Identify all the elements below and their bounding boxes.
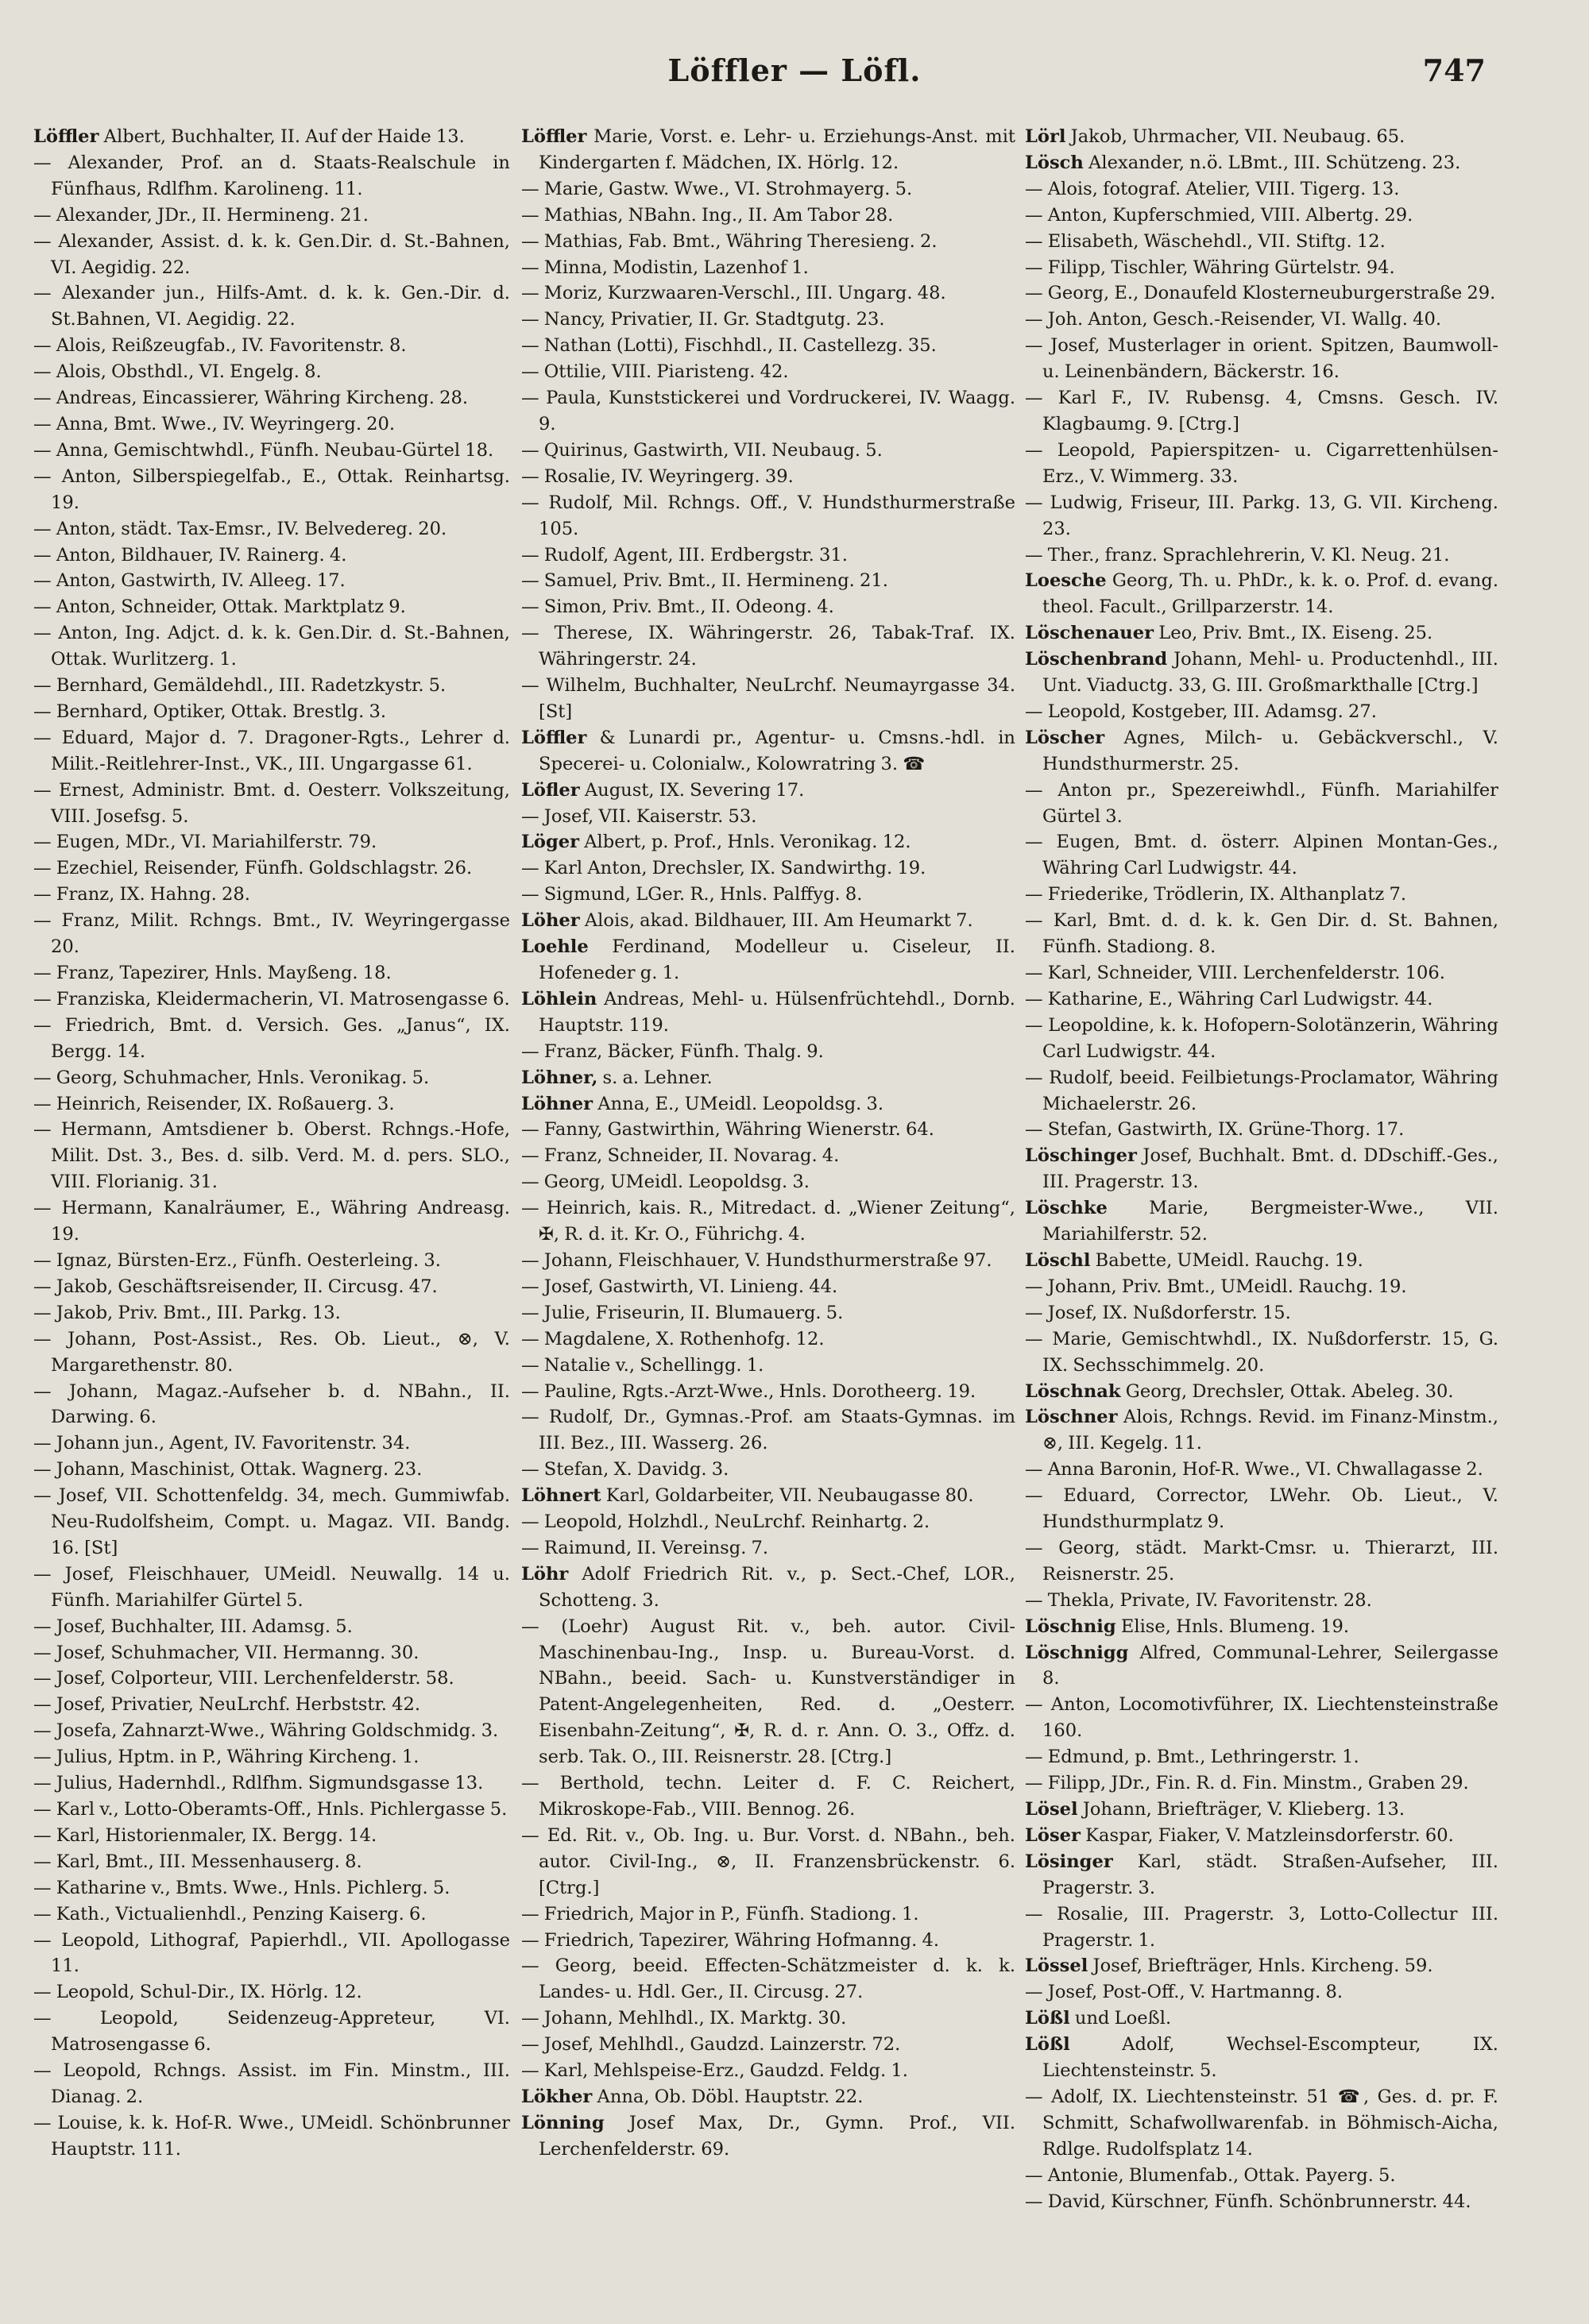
directory-entry: Lösinger Karl, städt. Straßen-Aufseher, III. Pragerstr. 3. (1025, 1851, 1498, 1898)
directory-entry: Löschke Marie, Bergmeister-Wwe., VII. Mariahilferstr. 52. (1025, 1198, 1498, 1245)
directory-entry: Loehle Ferdinand, Modelleur u. Ciseleur, II. Hofeneder g. 1. (521, 936, 1015, 983)
directory-entry: Löhlein Andreas, Mehl- u. Hülsenfrüchtehdl., Dornb. Hauptstr. 119. (521, 988, 1015, 1036)
directory-entry: — Karl v., Lotto-Oberamts-Off., Hnls. Pichlergasse 5. (33, 1799, 508, 1820)
directory-entry: — Georg, beeid. Effecten-Schätzmeister d. k. k. Landes- u. Hdl. Ger., II. Circusg. 27. (521, 1955, 1015, 2003)
directory-entry: — Ther., franz. Sprachlehrerin, V. Kl. Neug. 21. (1025, 544, 1450, 566)
directory-entry: — Mathias, NBahn. Ing., II. Am Tabor 28. (521, 204, 894, 226)
directory-entry: — Anton, Kupferschmied, VIII. Albertg. 29. (1025, 204, 1413, 226)
directory-entry: Lösch Alexander, n.ö. LBmt., III. Schützeng. 23. (1025, 152, 1461, 173)
directory-entry: — Ottilie, VIII. Piaristeng. 42. (521, 361, 789, 383)
directory-entry: — Ludwig, Friseur, III. Parkg. 13, G. VII. Kircheng. 23. (1025, 492, 1498, 539)
directory-entry: — Franz, Milit. Rchngs. Bmt., IV. Weyringergasse 20. (33, 910, 510, 958)
directory-entry: — Josef, Post-Off., V. Hartmanng. 8. (1025, 1982, 1343, 2003)
directory-entry: — Leopold, Papierspitzen- u. Cigarrettenhülsen-Erz., V. Wimmerg. 33. (1025, 439, 1498, 487)
directory-entry: — David, Kürschner, Fünfh. Schönbrunnerstr. 44. (1025, 2191, 1471, 2212)
directory-entry: — Anna Baronin, Hof-R. Wwe., VI. Chwallagasse 2. (1025, 1459, 1483, 1480)
directory-entry: — Eugen, MDr., VI. Mariahilferstr. 79. (33, 832, 377, 853)
directory-entry: — Josef, Privatier, NeuLrchf. Herbststr. 42. (33, 1694, 421, 1716)
directory-entry: — Josefa, Zahnarzt-Wwe., Währing Goldschmidg. 3. (33, 1720, 499, 1742)
directory-entry: — Josef, VII. Schottenfeldg. 34, mech. Gummiwfab. Neu-Rudolfsheim, Compt. u. Magaz. VII. Bandg. 16. [St] (33, 1485, 510, 1558)
directory-entry: — Jakob, Geschäftsreisender, II. Circusg. 47. (33, 1276, 438, 1297)
directory-entry: — Anton, Ing. Adjct. d. k. k. Gen.Dir. d. St.-Bahnen, Ottak. Wurlitzerg. 1. (33, 623, 510, 670)
directory-entry: — Ezechiel, Reisender, Fünfh. Goldschlagstr. 26. (33, 858, 473, 879)
directory-entry: — Alexander jun., Hilfs-Amt. d. k. k. Gen.-Dir. d. St.Bahnen, VI. Aegidig. 22. (33, 283, 510, 330)
directory-entry: — Karl, Historienmaler, IX. Bergg. 14. (33, 1824, 377, 1846)
directory-entry: Löhr Adolf Friedrich Rit. v., p. Sect.-Chef, LOR., Schotteng. 3. (521, 1563, 1015, 1611)
directory-entry: — Elisabeth, Wäschehdl., VII. Stiftg. 12. (1025, 230, 1386, 252)
directory-entry: — Franz, Bäcker, Fünfh. Thalg. 9. (521, 1040, 824, 1062)
running-head: Löffler — Löfl. (667, 52, 922, 88)
directory-entry: — Johann, Magaz.-Aufseher b. d. NBahn., II. Darwing. 6. (33, 1380, 510, 1428)
directory-entry: — Berthold, techn. Leiter d. F. C. Reichert, Mikroskope-Fab., VIII. Bennog. 26. (521, 1773, 1015, 1820)
directory-entry: — Marie, Gastw. Wwe., VI. Strohmayerg. 5. (521, 178, 913, 199)
directory-entry: — Magdalene, X. Rothenhofg. 12. (521, 1328, 825, 1349)
directory-entry: — Filipp, JDr., Fin. R. d. Fin. Minstm., Graben 29. (1025, 1773, 1469, 1794)
directory-entry: — Bernhard, Gemäldehdl., III. Radetzkystr. 5. (33, 675, 447, 697)
directory-entry: Lökher Anna, Ob. Döbl. Hauptstr. 22. (521, 2086, 864, 2107)
directory-entry: — Anton, Bildhauer, IV. Rainerg. 4. (33, 544, 347, 566)
directory-entry: — Anton, Gastwirth, IV. Alleeg. 17. (33, 570, 346, 592)
directory-entry: — Hermann, Kanalräumer, E., Währing Andreasg. 19. (33, 1198, 510, 1245)
directory-entry: — Leopold, Rchngs. Assist. im Fin. Minstm., III. Dianag. 2. (33, 2060, 510, 2107)
directory-entry: — Leopold, Lithograf, Papierhdl., VII. Apollogasse 11. (33, 1929, 510, 1977)
directory-entry: — Leopold, Kostgeber, III. Adamsg. 27. (1025, 701, 1377, 722)
directory-entry: — Stefan, Gastwirth, IX. Grüne-Thorg. 17. (1025, 1119, 1405, 1141)
directory-entry: — Mathias, Fab. Bmt., Währing Theresieng. 2. (521, 230, 938, 252)
directory-entry: Löschner Alois, Rchngs. Revid. im Finanz-Minstm., ⊗, III. Kegelg. 11. (1025, 1407, 1498, 1454)
directory-entry: — Julie, Friseurin, II. Blumauerg. 5. (521, 1302, 844, 1323)
column-middle (521, 124, 1015, 2292)
directory-entry: — Josef, Mehlhdl., Gaudzd. Lainzerstr. 72. (521, 2034, 901, 2056)
directory-entry: Lössel Josef, Briefträger, Hnls. Kircheng. 59. (1025, 1955, 1433, 1977)
directory-entry: — Alois, fotograf. Atelier, VIII. Tigerg. 13. (1025, 178, 1400, 199)
directory-entry: — Friedrich, Major in P., Fünfh. Stadiong. 1. (521, 1903, 919, 1924)
directory-entry: — Josef, VII. Kaiserstr. 53. (521, 805, 757, 827)
directory-entry: — Thekla, Private, IV. Favoritenstr. 28. (1025, 1589, 1372, 1611)
directory-entry: — Edmund, p. Bmt., Lethringerstr. 1. (1025, 1747, 1359, 1768)
directory-entry: Lößl und Loeßl. (1025, 2008, 1172, 2029)
directory-entry: — Karl, Bmt. d. d. k. k. Gen Dir. d. St. Bahnen, Fünfh. Stadiong. 8. (1025, 910, 1498, 958)
directory-entry: — Ignaz, Bürsten-Erz., Fünfh. Oesterleing. 3. (33, 1249, 441, 1271)
directory-entry: — Antonie, Blumenfab., Ottak. Payerg. 5. (1025, 2164, 1396, 2186)
directory-entry: — Simon, Priv. Bmt., II. Odeong. 4. (521, 596, 834, 618)
directory-entry: — Filipp, Tischler, Währing Gürtelstr. 94. (1025, 257, 1395, 278)
page-number: 747 (1422, 52, 1486, 88)
directory-entry: — Paula, Kunststickerei und Vordruckerei, IV. Waagg. 9. (521, 388, 1015, 434)
directory-entry: — Rosalie, IV. Weyringerg. 39. (521, 465, 794, 487)
directory-entry: — Sigmund, LGer. R., Hnls. Palffyg. 8. (521, 884, 863, 905)
directory-entry: Löger Albert, p. Prof., Hnls. Veronikag. 12. (521, 832, 911, 853)
directory-entry: — Karl, Schneider, VIII. Lerchenfelderstr. 106. (1025, 963, 1445, 983)
directory-entry: — Leopoldine, k. k. Hofopern-Solotänzerin, Währing Carl Ludwigstr. 44. (1025, 1014, 1498, 1062)
directory-entry: — Josef, Gastwirth, VI. Linieng. 44. (521, 1276, 838, 1297)
directory-entry: Loesche Georg, Th. u. PhDr., k. k. o. Prof. d. evang. theol. Facult., Grillparzerstr. 14. (1025, 570, 1498, 618)
directory-entry: — Anton pr., Spezereiwhdl., Fünfh. Mariahilfer Gürtel 3. (1025, 779, 1498, 827)
directory-entry: — Raimund, II. Vereinsg. 7. (521, 1537, 769, 1558)
directory-entry: — Heinrich, kais. R., Mitredact. d. „Wiener Zeitung“, ✠, R. d. it. Kr. O., Führichg. 4. (521, 1198, 1015, 1245)
directory-entry: Löschinger Josef, Buchhalt. Bmt. d. DDschiff.-Ges., III. Pragerstr. 13. (1025, 1145, 1498, 1193)
directory-entry: Lönning Josef Max, Dr., Gymn. Prof., VII. Lerchenfelderstr. 69. (521, 2112, 1015, 2160)
directory-entry: — Julius, Hptm. in P., Währing Kircheng. 1. (33, 1747, 419, 1768)
directory-entry: — Anton, Silberspiegelfab., E., Ottak. Reinhartsg. 19. (33, 465, 510, 513)
directory-entry: — Franz, Tapezirer, Hnls. Mayßeng. 18. (33, 963, 392, 983)
directory-entry: Löhner Anna, E., UMeidl. Leopoldsg. 3. (521, 1093, 884, 1114)
directory-entry: Löschnigg Alfred, Communal-Lehrer, Seilergasse 8. (1025, 1642, 1498, 1689)
directory-entry: — Karl, Bmt., III. Messenhauserg. 8. (33, 1851, 362, 1872)
directory-entry: — Franziska, Kleidermacherin, VI. Matrosengasse 6. (33, 988, 510, 1010)
directory-entry: — Anton, städt. Tax-Emsr., IV. Belvedereg. 20. (33, 518, 447, 539)
directory-entry: — Johann, Maschinist, Ottak. Wagnerg. 23. (33, 1459, 423, 1480)
directory-entry: — Katharine, E., Währing Carl Ludwigstr. 44. (1025, 988, 1433, 1010)
directory-entry: — Friedrich, Tapezirer, Währing Hofmanng. 4. (521, 1929, 940, 1951)
directory-entry: — Eduard, Corrector, LWehr. Ob. Lieut., V. Hundsthurmplatz 9. (1025, 1485, 1498, 1533)
directory-entry: — Georg, städt. Markt-Cmsr. u. Thierarzt, III. Reisnerstr. 25. (1025, 1537, 1498, 1585)
directory-entry: — Quirinus, Gastwirth, VII. Neubaug. 5. (521, 439, 883, 461)
directory-entry: — Franz, IX. Hahng. 28. (33, 884, 250, 905)
directory-entry: — Josef, Musterlager in orient. Spitzen, Baumwoll- u. Leinenbändern, Bäckerstr. 16. (1025, 335, 1498, 383)
directory-entry: Löher Alois, akad. Bildhauer, III. Am Heumarkt 7. (521, 910, 973, 932)
directory-entry: — Josef, Colporteur, VIII. Lerchenfelderstr. 58. (33, 1668, 454, 1689)
directory-entry: — Josef, Buchhalter, III. Adamsg. 5. (33, 1616, 353, 1637)
directory-entry: — Alois, Reißzeugfab., IV. Favoritenstr. 8. (33, 335, 407, 357)
directory-entry: Löhner, s. a. Lehner. (521, 1067, 713, 1088)
directory-entry: — Anton, Locomotivführer, IX. Liechtensteinstraße 160. (1025, 1694, 1498, 1742)
directory-entry: — Rudolf, Mil. Rchngs. Off., V. Hundsthurmerstraße 105. (521, 492, 1015, 539)
directory-entry: Löfler August, IX. Severing 17. (521, 779, 805, 801)
directory-entry: Lörl Jakob, Uhrmacher, VII. Neubaug. 65. (1025, 126, 1405, 147)
directory-entry: — Rudolf, beeid. Feilbietungs-Proclamator, Währing Michaelerstr. 26. (1025, 1067, 1498, 1114)
directory-entry: — Hermann, Amtsdiener b. Oberst. Rchngs.-Hofe, Milit. Dst. 3., Bes. d. silb. Verd. M. d. pers. SLO., VIII. Florianig. 31. (33, 1119, 510, 1193)
directory-entry: — Heinrich, Reisender, IX. Roßauerg. 3. (33, 1093, 395, 1114)
directory-entry: — Johann, Priv. Bmt., UMeidl. Rauchg. 19. (1025, 1276, 1407, 1297)
directory-entry: — Georg, UMeidl. Leopoldsg. 3. (521, 1172, 810, 1193)
directory-entry: — Karl Anton, Drechsler, IX. Sandwirthg. 19. (521, 858, 926, 879)
directory-entry: Löschnak Georg, Drechsler, Ottak. Abeleg. 30. (1025, 1380, 1454, 1402)
directory-entry: — (Loehr) August Rit. v., beh. autor. Civil-Maschinenbau-Ing., Insp. u. Bureau-Vorst. d. NBahn., beeid. Sach- u. Kunstverständiger in Patent-Angelegenheiten, Red. d. „Oesterr. Eisenbahn-Zeitung“, ✠, R. d. r. Ann. O. 3., Offz. d. serb. Tak. O., III. Reisnerstr. 28. [Ctrg.] (521, 1616, 1015, 1768)
directory-entry: — Nathan (Lotti), Fischhdl., II. Castellezg. 35. (521, 335, 937, 357)
directory-entry: — Ernest, Administr. Bmt. d. Oesterr. Volkszeitung, VIII. Josefsg. 5. (33, 779, 510, 827)
directory-entry: — Anna, Bmt. Wwe., IV. Weyringerg. 20. (33, 413, 396, 434)
directory-entry: — Adolf, IX. Liechtensteinstr. 51 ☎, Ges. d. pr. F. Schmitt, Schafwollwarenfab. in Böhmisch-Aicha, Rdlge. Rudolfsplatz 14. (1025, 2086, 1498, 2160)
directory-entry: — Stefan, X. Davidg. 3. (521, 1459, 729, 1480)
directory-entry: Lösel Johann, Briefträger, V. Klieberg. 13. (1025, 1799, 1405, 1820)
directory-entry: — Alexander, Prof. an d. Staats-Realschule in Fünfhaus, Rdlfhm. Karolineng. 11. (33, 152, 510, 199)
directory-entry: — Rosalie, III. Pragerstr. 3, Lotto-Collectur III. Pragerstr. 1. (1025, 1903, 1498, 1951)
directory-entry: — Minna, Modistin, Lazenhof 1. (521, 257, 809, 278)
directory-entry: — Ed. Rit. v., Ob. Ing. u. Bur. Vorst. d. NBahn., beh. autor. Civil-Ing., ⊗, II. Franzensbrückenstr. 6. [Ctrg.] (521, 1824, 1015, 1898)
directory-entry: — Fanny, Gastwirthin, Währing Wienerstr. 64. (521, 1119, 934, 1141)
directory-entry: — Rudolf, Dr., Gymnas.-Prof. am Staats-Gymnas. im III. Bez., III. Wasserg. 26. (521, 1407, 1015, 1454)
page-header (0, 52, 1589, 100)
directory-entry: — Anton, Schneider, Ottak. Marktplatz 9. (33, 596, 406, 618)
directory-entry: — Marie, Gemischtwhdl., IX. Nußdorferstr. 15, G. IX. Sechsschimmelg. 20. (1025, 1328, 1498, 1376)
directory-entry: — Leopold, Schul-Dir., IX. Hörlg. 12. (33, 1982, 362, 2003)
directory-entry: — Karl, Mehlspeise-Erz., Gaudzd. Feldg. 1. (521, 2060, 908, 2082)
directory-entry: Löscher Agnes, Milch- u. Gebäckverschl., V. Hundsthurmerstr. 25. (1025, 727, 1498, 774)
directory-entry: — Julius, Hadernhdl., Rdlfhm. Sigmundsgasse 13. (33, 1773, 484, 1794)
directory-entry: — Alexander, JDr., II. Hermineng. 21. (33, 204, 369, 226)
directory-entry: — Georg, Schuhmacher, Hnls. Veronikag. 5. (33, 1067, 430, 1088)
directory-entry: — Moriz, Kurzwaaren-Verschl., III. Ungarg. 48. (521, 283, 946, 304)
directory-entry: — Kath., Victualienhdl., Penzing Kaiserg. 6. (33, 1903, 427, 1924)
directory-entry: — Eduard, Major d. 7. Dragoner-Rgts., Lehrer d. Milit.-Reitlehrer-Inst., VK., III. Ungargasse 61. (33, 727, 510, 774)
directory-entry: — Nancy, Privatier, II. Gr. Stadtgutg. 23. (521, 309, 885, 330)
directory-entry: Löffler Marie, Vorst. e. Lehr- u. Erziehungs-Anst. mit Kindergarten f. Mädchen, IX. Hörlg. 12. (521, 126, 1015, 173)
directory-entry: Löschenauer Leo, Priv. Bmt., IX. Eiseng. 25. (1025, 623, 1433, 644)
directory-entry: — Georg, E., Donaufeld Klosterneuburgerstraße 29. (1025, 283, 1496, 304)
directory-entry: Löffler & Lunardi pr., Agentur- u. Cmsns.-hdl. in Specerei- u. Colonialw., Kolowratring 3. ☎ (521, 727, 1015, 774)
directory-entry: — Pauline, Rgts.-Arzt-Wwe., Hnls. Dorotheerg. 19. (521, 1380, 976, 1402)
directory-entry: — Bernhard, Optiker, Ottak. Brestlg. 3. (33, 701, 387, 722)
directory-entry: — Louise, k. k. Hof-R. Wwe., UMeidl. Schönbrunner Hauptstr. 111. (33, 2112, 510, 2160)
directory-entry: — Friedrich, Bmt. d. Versich. Ges. „Janus“, IX. Bergg. 14. (33, 1014, 510, 1062)
column-right (1025, 124, 1498, 2292)
directory-entry: — Andreas, Eincassierer, Währing Kircheng. 28. (33, 388, 469, 409)
directory-entry: Löhnert Karl, Goldarbeiter, VII. Neubaugasse 80. (521, 1485, 974, 1507)
directory-entry: — Josef, IX. Nußdorferstr. 15. (1025, 1302, 1291, 1323)
directory-entry: Löser Kaspar, Fiaker, V. Matzleinsdorferstr. 60. (1025, 1824, 1454, 1846)
directory-entry: — Katharine v., Bmts. Wwe., Hnls. Pichlerg. 5. (33, 1877, 450, 1898)
directory-entry: — Jakob, Priv. Bmt., III. Parkg. 13. (33, 1302, 341, 1323)
column-left (33, 124, 510, 2292)
directory-entry: — Friederike, Trödlerin, IX. Althanplatz 7. (1025, 884, 1407, 905)
directory-entry: Lößl Adolf, Wechsel-Escompteur, IX. Liechtensteinstr. 5. (1025, 2034, 1498, 2082)
directory-entry: — Josef, Fleischhauer, UMeidl. Neuwallg. 14 u. Fünfh. Mariahilfer Gürtel 5. (33, 1563, 510, 1611)
directory-entry: — Samuel, Priv. Bmt., II. Hermineng. 21. (521, 570, 888, 592)
directory-entry: — Johann, Post-Assist., Res. Ob. Lieut., ⊗, V. Margarethenstr. 80. (33, 1328, 510, 1376)
directory-entry: — Joh. Anton, Gesch.-Reisender, VI. Wallg. 40. (1025, 309, 1442, 330)
directory-entry: — Karl F., IV. Rubensg. 4, Cmsns. Gesch. IV. Klagbaumg. 9. [Ctrg.] (1025, 388, 1498, 434)
directory-entry: Löschnig Elise, Hnls. Blumeng. 19. (1025, 1616, 1350, 1637)
directory-entry: — Johann, Fleischhauer, V. Hundsthurmerstraße 97. (521, 1249, 992, 1271)
directory-entry: — Natalie v., Schellingg. 1. (521, 1354, 764, 1376)
directory-entry: — Eugen, Bmt. d. österr. Alpinen Montan-Ges., Währing Carl Ludwigstr. 44. (1025, 832, 1498, 879)
directory-entry: — Franz, Schneider, II. Novarag. 4. (521, 1145, 840, 1167)
directory-entry: Löschenbrand Johann, Mehl- u. Productenhdl., III. Unt. Viaductg. 33, G. III. Großmarkthalle [Ctrg.] (1025, 649, 1498, 697)
directory-entry: — Anna, Gemischtwhdl., Fünfh. Neubau-Gürtel 18. (33, 439, 494, 461)
directory-entry: — Leopold, Seidenzeug-Appreteur, VI. Matrosengasse 6. (33, 2008, 510, 2056)
directory-entry: — Johann, Mehlhdl., IX. Marktg. 30. (521, 2008, 847, 2029)
directory-entry: Löschl Babette, UMeidl. Rauchg. 19. (1025, 1249, 1363, 1271)
directory-entry: — Alois, Obsthdl., VI. Engelg. 8. (33, 361, 322, 383)
directory-entry: — Alexander, Assist. d. k. k. Gen.Dir. d. St.-Bahnen, VI. Aegidig. 22. (33, 230, 510, 278)
directory-entry: — Josef, Schuhmacher, VII. Hermanng. 30. (33, 1642, 419, 1663)
directory-entry: — Therese, IX. Währingerstr. 26, Tabak-Traf. IX. Währingerstr. 24. (521, 623, 1015, 670)
directory-entry: — Johann jun., Agent, IV. Favoritenstr. 34. (33, 1433, 411, 1454)
directory-entry: — Wilhelm, Buchhalter, NeuLrchf. Neumayrgasse 34. [St] (521, 675, 1015, 722)
directory-entry: — Leopold, Holzhdl., NeuLrchf. Reinhartg. 2. (521, 1511, 930, 1533)
directory-entry: — Rudolf, Agent, III. Erdbergstr. 31. (521, 544, 848, 566)
directory-entry: Löffler Albert, Buchhalter, II. Auf der Haide 13. (33, 126, 465, 147)
